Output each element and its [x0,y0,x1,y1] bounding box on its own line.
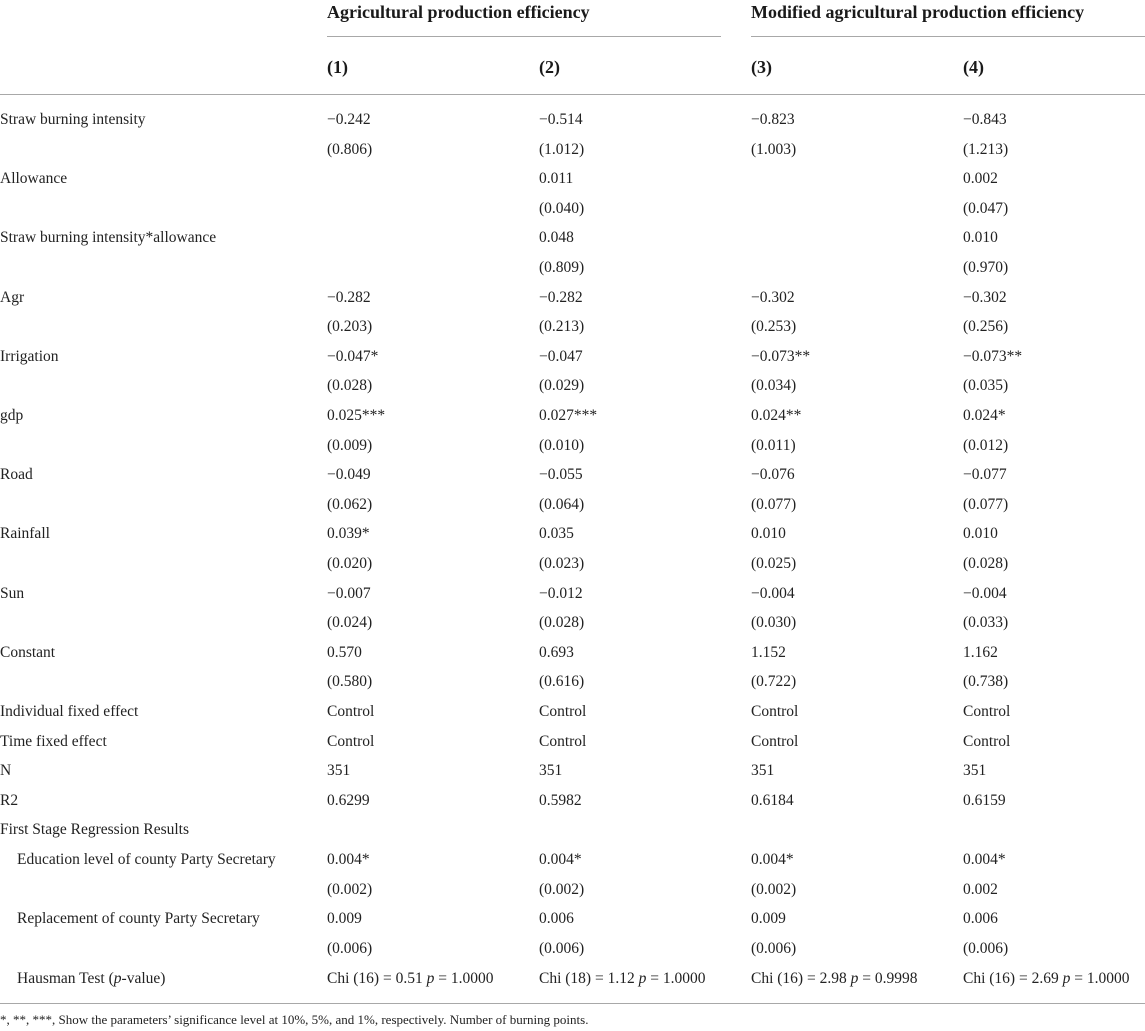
cell: −0.514 [539,111,583,128]
cell: 0.6299 [327,792,370,809]
cell: 0.009 [751,910,786,927]
table-row [0,907,1145,931]
table-row [0,670,1145,694]
cell: (0.010) [539,437,585,454]
row-label: Irrigation [0,348,59,365]
cell: (0.002) [327,881,373,898]
cell: (0.033) [963,614,1009,631]
cell: −0.049 [327,466,371,483]
table-row [0,108,1145,132]
cell: (0.806) [327,141,373,158]
cell: 0.024* [963,407,1006,424]
cell: 0.027*** [539,407,598,424]
cell: −0.073** [751,348,811,365]
table-row [0,197,1145,221]
row-label: Education level of county Party Secretary [17,851,276,868]
cell: (0.028) [539,614,585,631]
header-rule [0,94,1145,95]
cell: (0.002) [539,881,585,898]
table-row [0,256,1145,280]
table-row [0,611,1145,635]
table-row [0,138,1145,162]
table-footnote: *, **, ***, Show the parameters’ significance level at 10%, 5%, and 1%, respectively. Number of burning points. [0,1012,589,1027]
cell: −0.282 [539,289,583,306]
cell: (0.006) [327,940,373,957]
cell: −0.077 [963,466,1007,483]
cell: (1.012) [539,141,585,158]
cell: (0.012) [963,437,1009,454]
cell: 0.010 [963,525,998,542]
table-row [0,937,1145,961]
table-row [0,730,1145,754]
cell: (0.809) [539,259,585,276]
table-row [0,286,1145,310]
cell: −0.012 [539,585,583,602]
cell: Chi (18) = 1.12 p = 1.0000 [539,970,706,987]
cell: (0.034) [751,377,797,394]
cell: 1.152 [751,644,786,661]
cell: 1.162 [963,644,998,661]
row-label: First Stage Regression Results [0,821,190,838]
cell: (0.616) [539,673,585,690]
cell: −0.047* [327,348,379,365]
cell: (0.062) [327,496,373,513]
group-rule-left [327,36,721,37]
row-label: Individual fixed effect [0,703,139,720]
cell: 0.004* [963,851,1006,868]
cell: Control [327,703,375,720]
table-row [0,315,1145,339]
cell: −0.302 [751,289,795,306]
cell: −0.007 [327,585,371,602]
cell: 0.048 [539,229,574,246]
cell: Control [539,733,587,750]
cell: (0.006) [539,940,585,957]
cell: (0.970) [963,259,1009,276]
cell: (0.722) [751,673,797,690]
cell: (0.006) [751,940,797,957]
cell: 0.004* [539,851,582,868]
cell: Control [751,703,799,720]
cell: (0.024) [327,614,373,631]
cell: (0.253) [751,318,797,335]
cell: 351 [539,762,563,779]
cell: −0.823 [751,111,795,128]
row-label: Hausman Test (p-value) [17,970,166,987]
cell: 351 [963,762,987,779]
cell: (0.023) [539,555,585,572]
cell: 0.002 [963,881,998,898]
table-row [0,641,1145,665]
cell: −0.242 [327,111,371,128]
row-label: Rainfall [0,525,50,542]
row-label: Straw burning intensity [0,111,146,128]
row-label: N [0,762,12,779]
column-header-2: (2) [539,57,560,77]
cell: −0.073** [963,348,1023,365]
row-label: Time fixed effect [0,733,107,750]
cell: (0.077) [751,496,797,513]
cell: −0.302 [963,289,1007,306]
row-label: Constant [0,644,56,661]
cell: 0.5982 [539,792,582,809]
cell: (0.002) [751,881,797,898]
cell: −0.004 [751,585,795,602]
cell: Control [539,703,587,720]
cell: 0.6184 [751,792,794,809]
column-header-3: (3) [751,57,772,77]
column-header-4: (4) [963,57,984,77]
row-label: Road [0,466,33,483]
cell: 0.004* [327,851,370,868]
table-row [0,789,1145,813]
row-label: Allowance [0,170,68,187]
table-row [0,848,1145,872]
group-header-modified: Modified agricultural production efficiency [751,2,1085,22]
cell: −0.843 [963,111,1007,128]
group-rule-right [751,36,1145,37]
table-row [0,493,1145,517]
table-row [0,374,1145,398]
cell: 0.6159 [963,792,1006,809]
table-row [0,582,1145,606]
table-row [0,878,1145,902]
cell: 0.006 [963,910,998,927]
cell: (0.077) [963,496,1009,513]
cell: (0.040) [539,200,585,217]
row-label: Replacement of county Party Secretary [17,910,260,927]
cell: −0.282 [327,289,371,306]
hausman-row [0,967,1145,991]
row-label: Agr [0,289,25,306]
cell: Control [327,733,375,750]
cell: (0.011) [751,437,796,454]
cell: 351 [751,762,775,779]
cell: −0.076 [751,466,795,483]
cell: Control [963,703,1011,720]
cell: (0.020) [327,555,373,572]
cell: (0.064) [539,496,585,513]
cell: 0.039* [327,525,370,542]
cell: 0.010 [751,525,786,542]
cell: (1.003) [751,141,797,158]
cell: (0.256) [963,318,1009,335]
row-label: R2 [0,792,19,809]
cell: 0.693 [539,644,574,661]
cell: 0.570 [327,644,362,661]
cell: (0.580) [327,673,373,690]
cell: 0.011 [539,170,574,187]
cell: (0.213) [539,318,585,335]
table-row [0,700,1145,724]
cell: (0.030) [751,614,797,631]
table-row [0,345,1145,369]
row-label: Sun [0,585,25,602]
cell: (0.028) [963,555,1009,572]
cell: (0.035) [963,377,1009,394]
cell: 0.035 [539,525,574,542]
cell: 351 [327,762,351,779]
table-row [0,818,1145,842]
cell: (0.047) [963,200,1009,217]
group-header-agricultural: Agricultural production efficiency [327,2,590,22]
cell: (0.025) [751,555,797,572]
cell: (0.028) [327,377,373,394]
table-row [0,463,1145,487]
cell: 0.025*** [327,407,386,424]
cell: 0.006 [539,910,574,927]
cell: −0.055 [539,466,583,483]
cell: Chi (16) = 2.98 p = 0.9998 [751,970,918,987]
cell: Control [751,733,799,750]
cell: (0.738) [963,673,1009,690]
cell: Control [963,733,1011,750]
cell: (0.009) [327,437,373,454]
cell: −0.047 [539,348,583,365]
row-label: Straw burning intensity*allowance [0,229,217,246]
cell: 0.010 [963,229,998,246]
column-header-1: (1) [327,57,348,77]
cell: 0.009 [327,910,362,927]
cell: 0.002 [963,170,998,187]
table-row [0,759,1145,783]
table-row [0,434,1145,458]
table-row [0,522,1145,546]
cell: 0.004* [751,851,794,868]
cell: Chi (16) = 2.69 p = 1.0000 [963,970,1130,987]
table-row [0,226,1145,250]
cell: (1.213) [963,141,1009,158]
row-label: gdp [0,407,24,424]
table-row [0,552,1145,576]
cell: (0.203) [327,318,373,335]
cell: 0.024** [751,407,802,424]
bottom-rule [0,1003,1145,1004]
cell: Chi (16) = 0.51 p = 1.0000 [327,970,494,987]
cell: (0.006) [963,940,1009,957]
table-row [0,167,1145,191]
table-row [0,404,1145,428]
cell: −0.004 [963,585,1007,602]
cell: (0.029) [539,377,585,394]
